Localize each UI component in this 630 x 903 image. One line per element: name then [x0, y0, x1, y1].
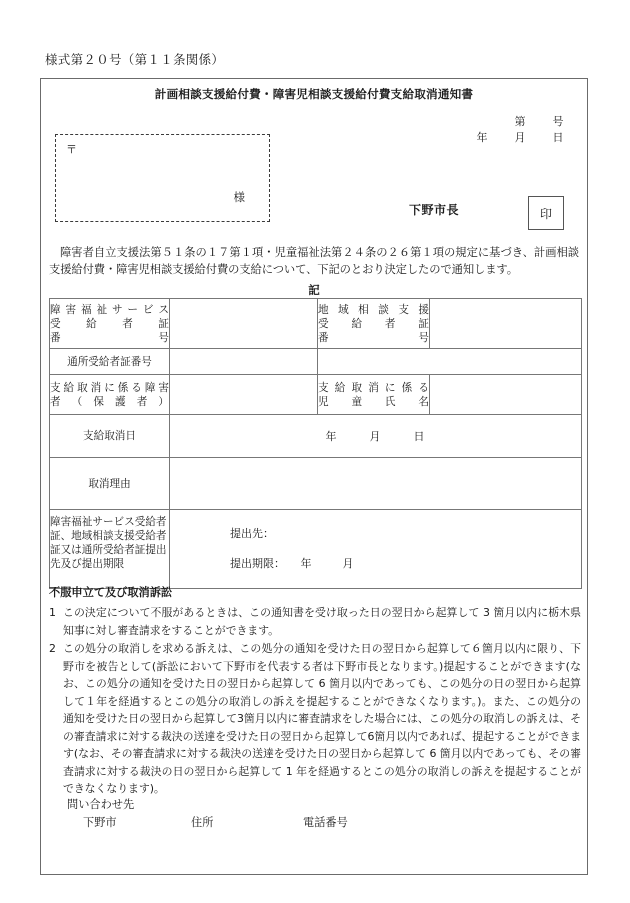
seal-box[interactable]: [528, 196, 564, 230]
input-welfare-service-cert-number[interactable]: [170, 299, 318, 349]
table-row-commuting-cert: [50, 349, 582, 375]
label-line-3: 番号: [50, 331, 169, 344]
table-row-persons: [50, 375, 582, 415]
appeal-item-2: [49, 640, 581, 798]
date-placeholder: [170, 428, 581, 444]
appeal-item-1: [49, 604, 581, 639]
seal-label: 印: [539, 206, 552, 221]
input-cancelled-person[interactable]: [170, 375, 318, 415]
table-row-receipt-numbers: [50, 299, 582, 349]
date-row: [463, 130, 577, 146]
date-month: 月: [514, 131, 526, 144]
label-commuting-cert-number: 通所受給者証番号: [50, 349, 170, 375]
table-row-submission: [50, 510, 582, 589]
date-year: 年: [325, 430, 338, 443]
submission-fields: [170, 510, 581, 588]
label-cancellation-date: 支給取消日: [50, 415, 170, 458]
label-line-2: 児童氏名: [318, 395, 429, 408]
deadline-label: 提出期限：: [230, 557, 285, 570]
label-line-1: 地域相談支援: [318, 303, 429, 316]
appeal-heading: 不服申立て及び取消訴訟: [49, 586, 173, 599]
number-kanji-gou: 号: [552, 115, 564, 128]
label-line-3: 番号: [318, 331, 429, 344]
number-kanji-dai: 第: [514, 115, 526, 128]
label-line-2: 受給者証: [318, 317, 429, 330]
label-line-1: 障害福祉サービス: [50, 303, 169, 316]
number-and-date-block: [463, 114, 577, 146]
deadline-line: [230, 549, 581, 579]
label-welfare-service-cert-number: [50, 299, 170, 349]
appeal-item-text: この決定について不服があるときは、この通知書を受け取った日の翌日から起算して 3 箇月以内に栃木県知事に対し審査請求をすることができます。: [63, 606, 581, 637]
number-row: [463, 114, 577, 130]
input-cancellation-reason[interactable]: [170, 458, 582, 510]
label-cancelled-person: [50, 375, 170, 415]
contact-heading: 問い合わせ先: [67, 798, 135, 811]
label-cert-submission: 障害福祉サービス受給者証、地域相談支援受給者証又は通所受給者証提出先及び提出期限: [50, 510, 170, 589]
appeal-section: [49, 584, 581, 799]
date-month: 月: [369, 430, 382, 443]
document-frame: [40, 78, 588, 875]
input-regional-consult-cert-number[interactable]: [430, 299, 582, 349]
label-cancellation-reason: 取消理由: [50, 458, 170, 510]
date-day: 日: [552, 131, 564, 144]
label-line-1: 支給取消に係る障害: [50, 381, 169, 394]
addressee-box[interactable]: [55, 134, 270, 222]
date-year: 年: [476, 131, 488, 144]
document-title: 計画相談支援給付費・障害児相談支援給付費支給取消通知書: [154, 87, 474, 101]
label-regional-consult-cert-number: [318, 299, 430, 349]
appeal-item-text: この処分の取消しを求める訴えは、この処分の通知を受けた日の翌日から起算して６箇月以内に限り、下野市を被告として(訴訟において下野市を代表する者は下野市長となります。)提起することができます(なお、この処分の通知を受けた日の翌日から起算して 6 箇月以内であっても、この処分の日の翌日から起算して１年を経過するとこの処分の取消しの訴えを提起することができなくなります。)。また、この処分の通知を受けた日の翌日から起算して3箇月以内に審査請求をした場合には、この処分の取消しの訴えは、その審査請求に対する裁決の送達を受けた日の翌日から起算して6箇月以内であれば、提起することができます(なお、その審査請求に対する裁決の送達を受けた日の翌日から起算して 6 箇月以内であっても、その審査請求に対する裁決の日の翌日から起算して 1 年を経過するとこの処分の取消しの訴えを提起することができなくなります)。: [63, 642, 581, 795]
deadline-year: 年: [300, 557, 312, 570]
contact-address-label: 住所: [191, 816, 214, 829]
table-row-reason: [50, 458, 582, 510]
contact-city: 下野市: [83, 816, 117, 829]
contact-details: [49, 814, 581, 832]
deadline-month: 月: [342, 557, 354, 570]
table-row-cancellation-date: [50, 415, 582, 458]
appeal-item-number: 1: [49, 606, 56, 619]
label-line-2: 受給者証: [50, 317, 169, 330]
form-table: [49, 298, 582, 589]
label-cancelled-child-name: [318, 375, 430, 415]
input-commuting-cert-number[interactable]: [170, 349, 318, 375]
submit-to-line: 提出先：: [230, 527, 274, 540]
lead-paragraph: 障害者自立支援法第５１条の１７第１項・児童福祉法第２４条の２６第１項の規定に基づき、計画相談支援給付費・障害児相談支援給付費の支給について、下記のとおり決定したので通知します。: [49, 246, 579, 276]
addressee-honorific: 様: [233, 190, 245, 204]
form-table-wrapper: [49, 298, 581, 589]
input-cancellation-date[interactable]: [170, 415, 582, 458]
form-number: 様式第２０号（第１１条関係）: [45, 52, 225, 67]
date-day: 日: [413, 430, 426, 443]
contact-phone-label: 電話番号: [303, 816, 348, 829]
empty-cell-row2: [318, 349, 582, 375]
ki-marker: 記: [308, 283, 320, 297]
issuer-name: 下野市長: [409, 203, 460, 217]
appeal-item-number: 2: [49, 642, 56, 655]
contact-section: [49, 796, 581, 832]
postal-code-mark: 〒: [66, 143, 77, 156]
document-inner: [41, 86, 587, 881]
label-line-1: 支給取消に係る: [318, 381, 429, 394]
label-line-2: 者（保護者）: [50, 395, 169, 408]
input-cancelled-child-name[interactable]: [430, 375, 582, 415]
input-cert-submission[interactable]: [170, 510, 582, 589]
